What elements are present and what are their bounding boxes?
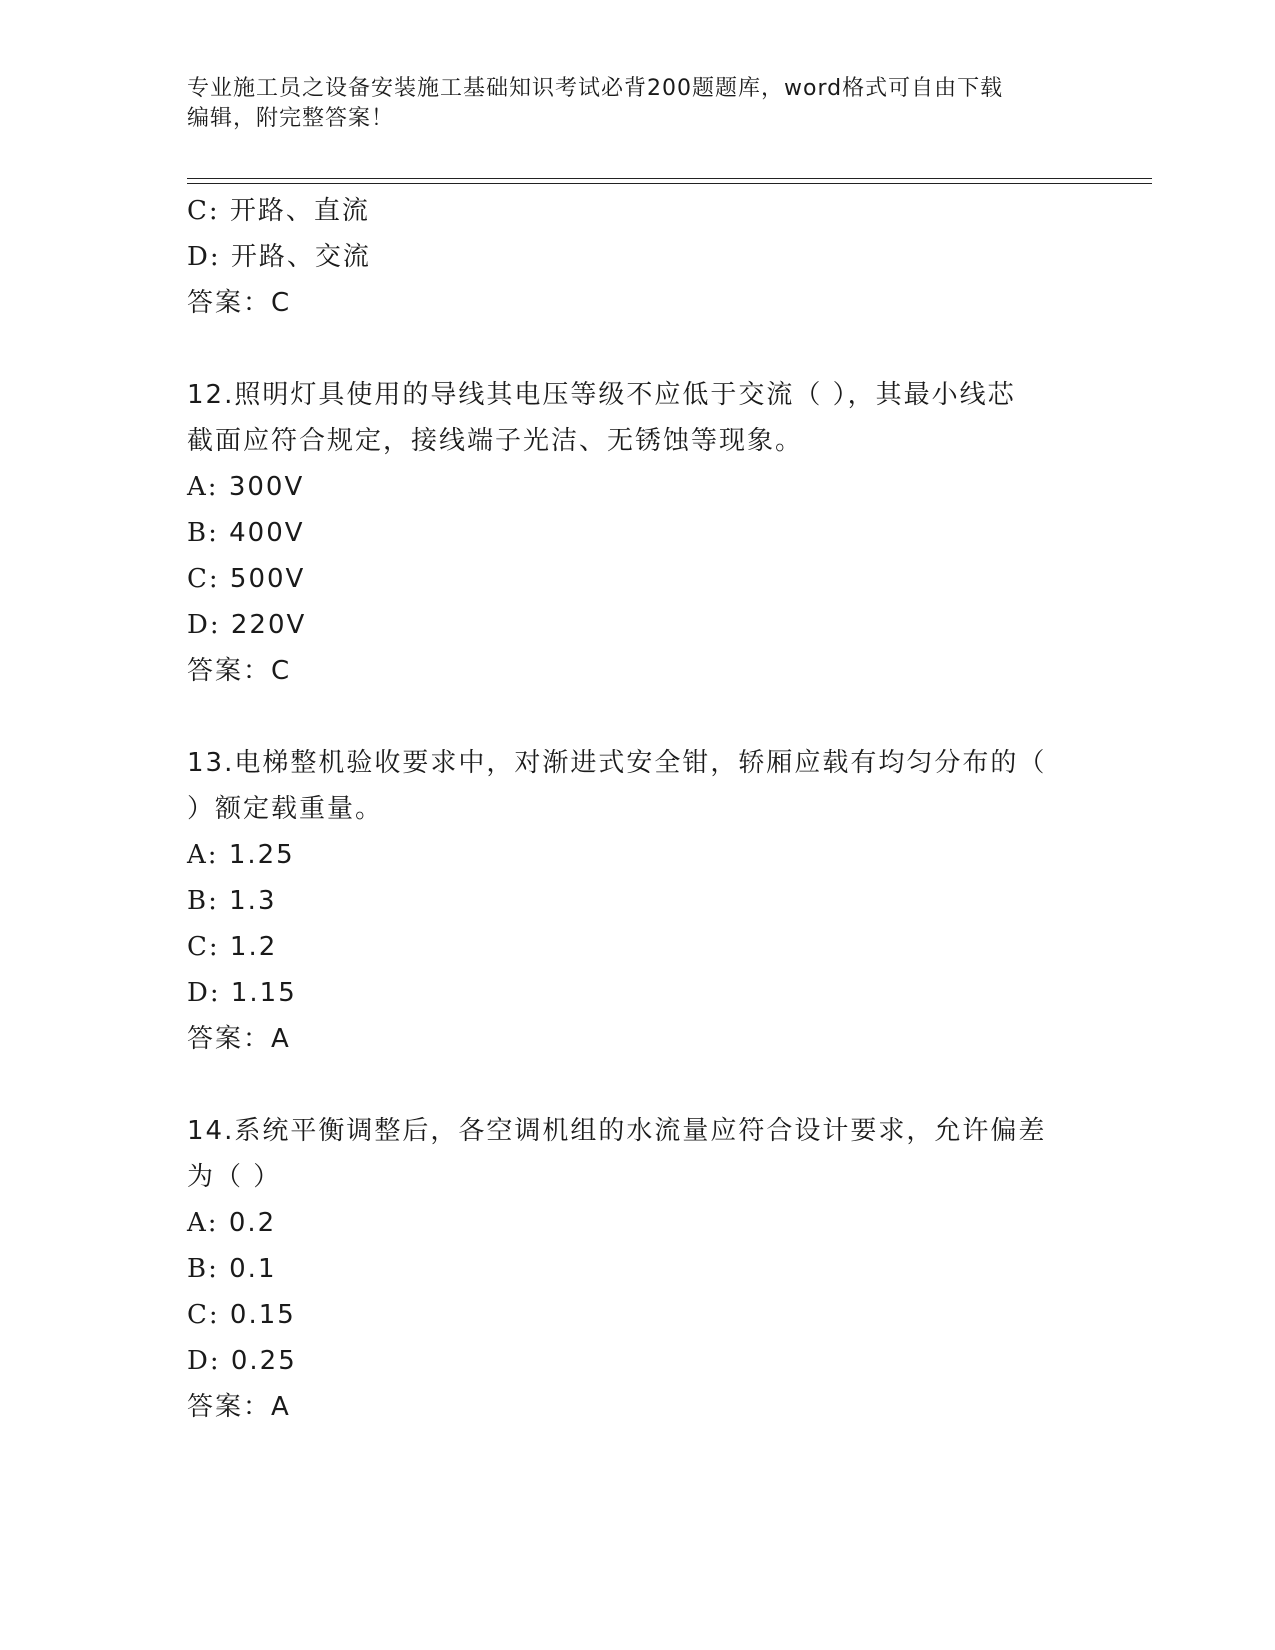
spacer bbox=[187, 1062, 1087, 1108]
question-stem-line-2: ）额定载重量。 bbox=[187, 794, 384, 824]
option-text: 1.25 bbox=[228, 840, 295, 870]
option-label: D: bbox=[187, 242, 221, 272]
option-text: 开路、直流 bbox=[229, 196, 370, 226]
option-text: 1.2 bbox=[229, 932, 278, 962]
option-label: C: bbox=[187, 564, 220, 594]
option-label: D: bbox=[187, 978, 221, 1008]
option-c bbox=[187, 556, 1087, 602]
question-stem-line-1: 12.照明灯具使用的导线其电压等级不应低于交流（ ），其最小线芯 bbox=[187, 380, 1016, 410]
option-label: C: bbox=[187, 932, 220, 962]
header-title-line-2: 编辑，附完整答案！ bbox=[187, 106, 395, 131]
option-text: 400V bbox=[229, 518, 305, 548]
option-label: D: bbox=[187, 1346, 221, 1376]
option-text: 0.2 bbox=[228, 1208, 277, 1238]
option-c bbox=[187, 1292, 1087, 1338]
option-a bbox=[187, 464, 1087, 510]
option-label: A: bbox=[187, 1208, 219, 1238]
question-stem-line-1: 14.系统平衡调整后，各空调机组的水流量应符合设计要求，允许偏差 bbox=[187, 1116, 1047, 1146]
question-stem-line-1: 13.电梯整机验收要求中，对渐进式安全钳，轿厢应载有均匀分布的（ bbox=[187, 748, 1047, 778]
option-b bbox=[187, 510, 1087, 556]
option-label: C: bbox=[187, 196, 220, 226]
option-d bbox=[187, 234, 1087, 280]
header-title-line-1: 专业施工员之设备安装施工基础知识考试必背200题题库，word格式可自由下载 bbox=[187, 76, 1004, 101]
spacer bbox=[187, 694, 1087, 740]
question-list bbox=[187, 188, 1087, 1430]
answer: 答案：A bbox=[187, 1392, 291, 1422]
answer: 答案：A bbox=[187, 1024, 291, 1054]
option-text: 0.1 bbox=[229, 1254, 277, 1284]
option-d bbox=[187, 602, 1087, 648]
option-label: A: bbox=[187, 840, 219, 870]
page-header bbox=[187, 74, 1067, 134]
option-text: 220V bbox=[230, 610, 307, 640]
option-c bbox=[187, 924, 1087, 970]
question-14 bbox=[187, 1108, 1087, 1430]
option-label: B: bbox=[187, 886, 219, 916]
option-label: C: bbox=[187, 1300, 220, 1330]
option-text: 0.25 bbox=[230, 1346, 297, 1376]
option-label: A: bbox=[187, 472, 219, 502]
option-label: D: bbox=[187, 610, 221, 640]
option-label: B: bbox=[187, 1254, 219, 1284]
option-b bbox=[187, 878, 1087, 924]
spacer bbox=[187, 326, 1087, 372]
option-b bbox=[187, 1246, 1087, 1292]
option-c bbox=[187, 188, 1087, 234]
option-text: 500V bbox=[229, 564, 306, 594]
option-text: 300V bbox=[228, 472, 305, 502]
option-text: 开路、交流 bbox=[230, 242, 371, 272]
question-11-tail bbox=[187, 188, 1087, 326]
option-text: 1.15 bbox=[230, 978, 297, 1008]
option-a bbox=[187, 1200, 1087, 1246]
question-stem-line-2: 截面应符合规定，接线端子光洁、无锈蚀等现象。 bbox=[187, 426, 804, 456]
option-d bbox=[187, 1338, 1087, 1384]
question-13 bbox=[187, 740, 1087, 1062]
option-a bbox=[187, 832, 1087, 878]
option-text: 1.3 bbox=[229, 886, 277, 916]
option-d bbox=[187, 970, 1087, 1016]
option-label: B: bbox=[187, 518, 219, 548]
answer: 答案：C bbox=[187, 656, 292, 686]
header-divider bbox=[187, 178, 1152, 184]
question-12 bbox=[187, 372, 1087, 694]
question-stem-line-2: 为（ ） bbox=[187, 1162, 282, 1192]
option-text: 0.15 bbox=[229, 1300, 296, 1330]
answer: 答案：C bbox=[187, 288, 292, 318]
